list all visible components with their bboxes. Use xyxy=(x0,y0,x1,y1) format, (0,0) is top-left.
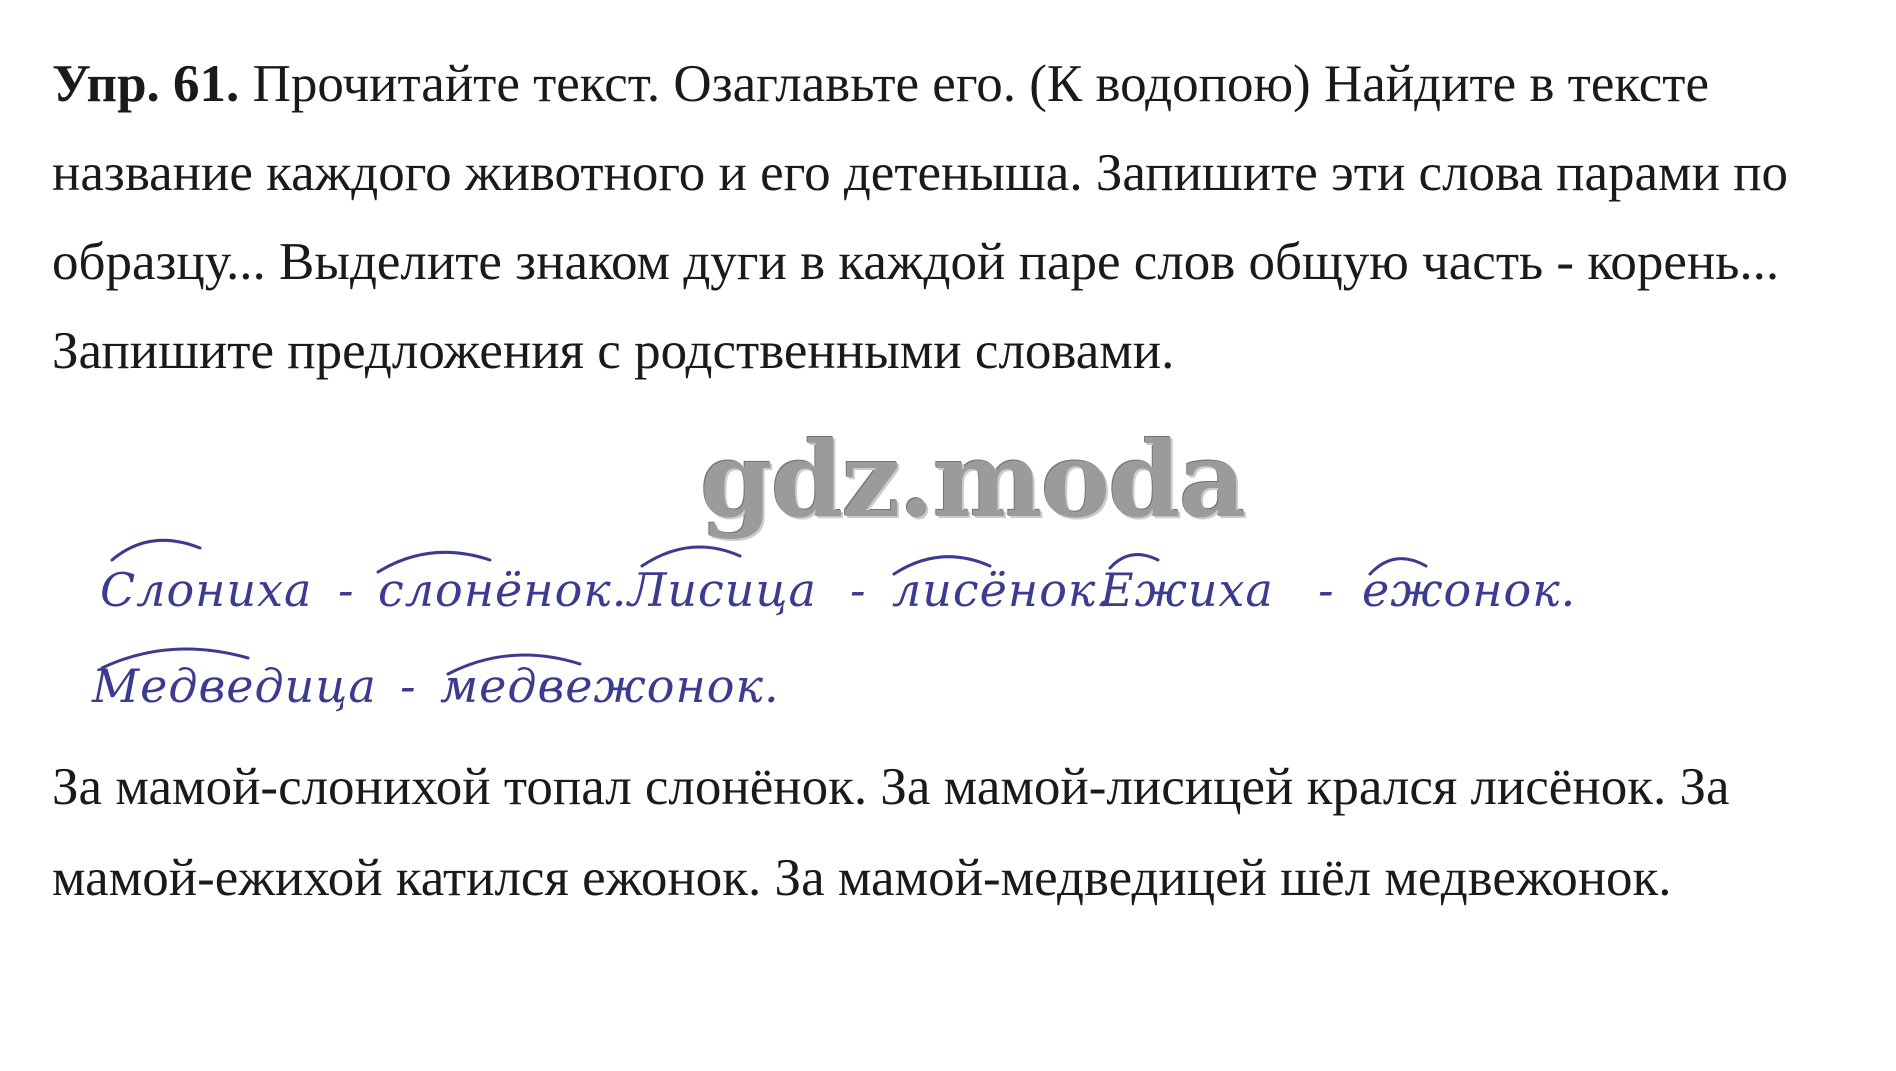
hw-word: Слониха xyxy=(100,563,313,617)
answer-text: За мамой-слонихой топал слонёнок. За мамой-лисицей крался лисёнок. За мамой-ежихой катился ежонок. За мамой-медведицей шёл медвежонок. xyxy=(52,758,1730,907)
hw-word: лисёнок. xyxy=(892,563,1112,617)
hw-dash: - xyxy=(850,563,867,617)
hw-word: Лисица xyxy=(628,563,817,617)
hw-word: Ежиха xyxy=(1100,563,1274,617)
watermark-logo: gdz.moda xyxy=(700,418,1245,541)
hw-dash: - xyxy=(400,659,417,713)
hw-word: медвежонок. xyxy=(440,659,780,713)
hw-word: ежонок. xyxy=(1362,563,1577,617)
hw-dash: - xyxy=(1318,563,1335,617)
hw-dash: - xyxy=(338,563,355,617)
hw-word: слонёнок. xyxy=(378,563,628,617)
task-instructions: Прочитайте текст. Озаглавьте его. (К водопою) Найдите в тексте название каждого животного и его детеныша. Запишите эти слова парами по образцу... Выделите знаком дуги в каждой паре слов общую часть - корень... Запишите предложения с родственными словами. xyxy=(52,55,1789,380)
root-arc xyxy=(112,540,200,560)
task-number: Упр. 61. xyxy=(52,55,240,113)
hw-word: Медведица xyxy=(92,659,377,713)
